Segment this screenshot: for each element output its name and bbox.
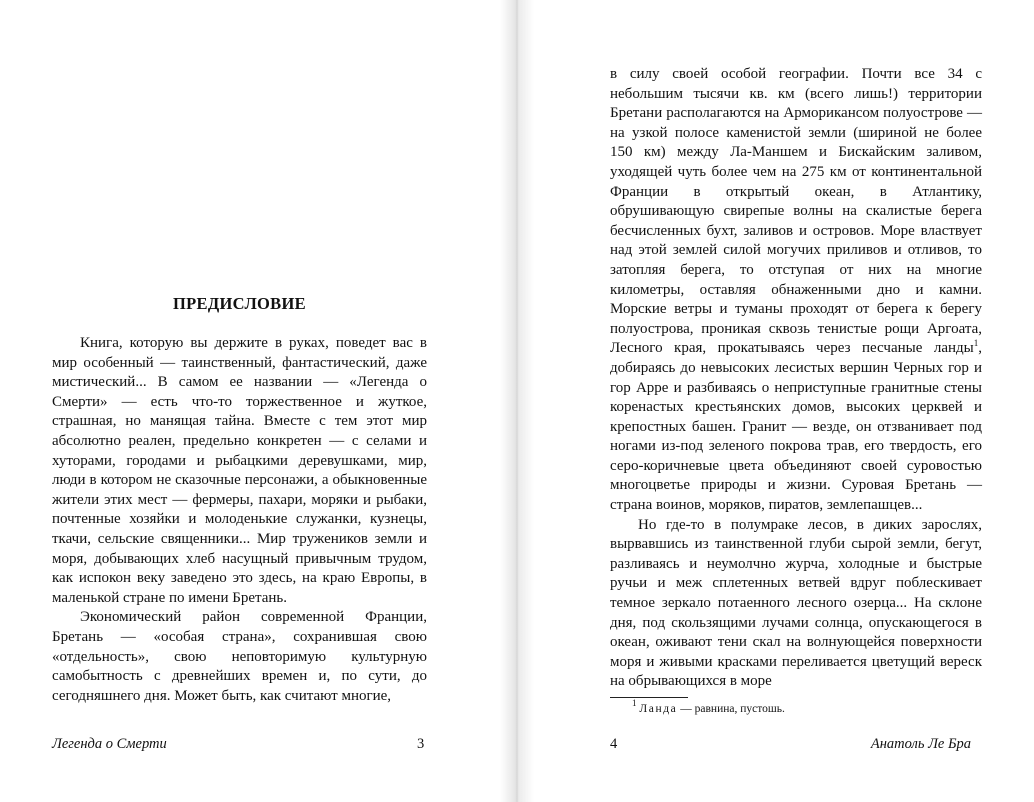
running-footer-title-right: Анатоль Ле Бра (870, 736, 971, 752)
footnote-term: Ланда (639, 703, 678, 715)
footnote-reference: 1 (973, 338, 979, 349)
footnote-marker: 1 (632, 698, 637, 708)
page-number-right: 4 (610, 736, 618, 752)
chapter-title: ПРЕДИСЛОВИЕ (173, 294, 306, 313)
footnote-separator (610, 697, 688, 698)
page-number-left: 3 (417, 736, 425, 752)
right-page-text (610, 65, 982, 692)
paragraph: Книга, которую вы держите в руках, поведет вас в мир особенный — таинственный, фантастический, даже мистический... В самом ее названии — «Легенда о Смерти» — есть что-то торжественное и жуткое, страшная, но манящая тайна. Вместе с тем этот мир абсолютно реален, предельно конкретен — с селами и хуторами, городами и рыбацкими деревушками, мир, люди в котором не сказочные персонажи, а обыкновенные жители этих мест — фермеры, пахари, моряки и рыбаки, почтенные хозяйки и молоденькие служанки, кузнецы, ткачи, сельские священники... Мир тружеников земли и моря, добывающих хлеб насущный привычным трудом, как испокон веку заведено это здесь, на краю Европы, в маленькой стране по имени Бретань. (52, 335, 427, 606)
running-footer-title-left: Легенда о Смерти (52, 736, 167, 752)
book-gutter (500, 0, 534, 802)
paragraph-text: в силу своей особой географии. Почти все 34 с небольшим тысячи кв. км (всего лишь!) территории Бретани располагаются на Арморикансом полуострове — на узкой полосе каменистой земли (шириной не более 150 км) между Ла-Маншем и Бискайским заливом, уходящей чуть более чем на 275 км от континентальной Франции в открытый океан, в Атлантику, обрушивающую свирепые волны на скалистые берега бесчисленных бухт, заливов и островов. Море властвует над этой землей силой могучих приливов и отливов, то затопляя берега, то отступая от них на многие километры, оставляя обнаженными дно и камни. Морские ветры и туманы проходят от берега к берегу полуострова, проникая сквозь тенистые рощи Аргоата, Лесного края, прокатываясь через песчаные ланды (610, 66, 982, 357)
footnote-definition: — равнина, пустошь. (677, 703, 785, 715)
paragraph: Но где-то в полумраке лесов, в диких зарослях, вырвавшись из таинственной глуби сырой земли, бегут, разливаясь и неумолчно журча, холодные и быстрые ручьи и меж сплетенных ветвей вдруг поблескивает темное зеркало потаенного лесного озерца... На склоне дня, под скользящими лучами солнца, опускающегося в океан, оживают тени скал на волнующейся поверхности моря и живыми красками переливается цветущий вереск на обрывающихся в море (610, 516, 982, 690)
footnote (632, 698, 785, 715)
paragraph (610, 65, 982, 516)
paragraph: Экономический район современной Франции, Бретань — «особая страна», сохранившая свою «отдельность», свою неповторимую культурную самобытность с древнейших времен и, по сути, до сегодняшнего дня. Может быть, как считают многие, (52, 609, 427, 704)
left-page-text (52, 334, 427, 706)
paragraph-text: , добираясь до невысоких лесистых вершин Черных гор и гор Арре и разбиваясь о неприступные гранитные стены коренастых крестьянских домов, высоких церквей и крепостных башен. Гранит — везде, он отзванивает под ногами из-под зеленого покрова трав, его твердость, его серо-коричневые цвета объединяют своей суровостью многоцветье природы и жизни. Суровая Бретань — страна воинов, моряков, пиратов, землепашцев... (610, 340, 982, 514)
